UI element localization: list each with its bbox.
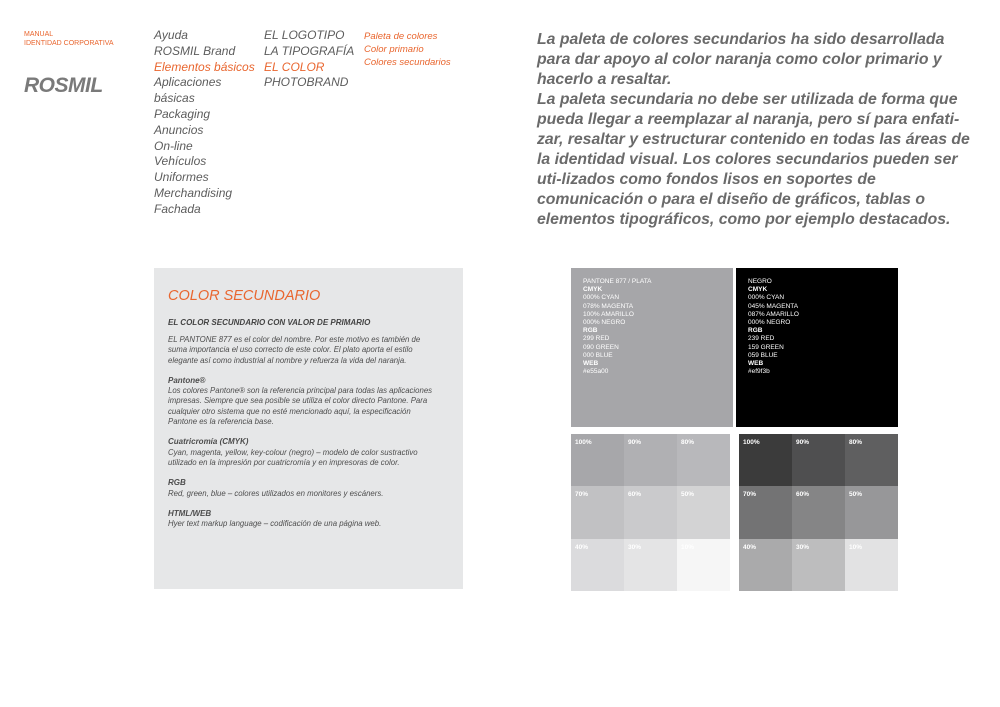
tint-label: 30% [628, 543, 642, 551]
tint-cell [624, 539, 677, 591]
panel-title: COLOR SECUNDARIO [168, 288, 321, 304]
tint-cell [739, 434, 792, 486]
nav-item-colores-secundarios[interactable]: Colores secundarios [364, 57, 451, 68]
cmyk-value: 078% MAGENTA [583, 302, 634, 310]
nav-item-rosmil-brand[interactable]: ROSMIL Brand [154, 43, 236, 58]
section-nav [264, 28, 360, 91]
pantone-section [168, 376, 438, 427]
rgb-value: 239 RED [748, 335, 775, 343]
cmyk-value: 000% NEGRO [748, 319, 791, 327]
swatch-negro [736, 268, 898, 427]
cmyk-title: Cuatricromía (CMYK) [168, 437, 249, 447]
cmyk-section [168, 437, 438, 468]
nav-item-merchandising[interactable]: Merchandising [154, 185, 233, 200]
tint-label: 60% [796, 491, 810, 499]
nav-item-anuncios[interactable]: Anuncios [154, 122, 204, 137]
panel-body: EL PANTONE 877 es el color del nombre. Por este motivo es también de suma importancia el uso correcto de este color. El plato aporta el estilo elegante así como industrial al nombre y refuerza la vida del naranja. [168, 335, 421, 365]
cmyk-value: 000% NEGRO [583, 319, 626, 327]
cmyk-value: 087% AMARILLO [748, 310, 799, 318]
tint-label: 40% [575, 543, 589, 551]
tint-label: 70% [575, 491, 589, 499]
manual-label: MANUAL [24, 31, 54, 38]
cmyk-value: 100% AMARILLO [583, 310, 634, 318]
tint-cell [571, 486, 624, 538]
nav-item-ayuda[interactable]: Ayuda [154, 28, 188, 42]
pantone-title: Pantone® [168, 375, 206, 385]
intro-paragraph-2: La paleta secundaria no debe ser utilizada de forma que pueda llegar a reemplazar al naranja, pero sí para enfati-zar, resaltar y estructurar contenido en todas las áreas de la identidad visual. Los colores secundarios pueden ser uti-lizados como fondos lisos en soportes de comunicación o para el diseño de gráficos, tablas o elementos tipográficos, como por ejemplo destacados. [537, 91, 970, 228]
tint-cell [677, 539, 730, 591]
tint-label: 70% [743, 491, 757, 499]
cmyk-value: 000% CYAN [748, 294, 785, 302]
nav-item-uniformes[interactable]: Uniformes [154, 170, 209, 185]
tint-cell [571, 539, 624, 591]
web-section [168, 509, 438, 530]
tint-cell [845, 434, 898, 486]
cmyk-value: 045% MAGENTA [748, 302, 799, 310]
tint-label: 60% [628, 491, 642, 499]
rgb-text: Red, green, blue – colores utilizados en monitores y escáners. [168, 488, 384, 498]
nav-item-paleta-colores[interactable]: Paleta de colores [364, 31, 438, 42]
tint-label: 50% [681, 491, 695, 499]
nav-item-online[interactable]: On-line [154, 138, 193, 153]
nav-item-aplicaciones-basicas[interactable]: Aplicaciones básicas [154, 75, 222, 106]
tint-label: 40% [743, 543, 757, 551]
rgb-title: RGB [168, 478, 186, 488]
subsection-nav [364, 30, 451, 69]
rgb-value: 299 RED [583, 335, 610, 343]
nav-item-logotipo[interactable]: EL LOGOTIPO [264, 28, 345, 42]
nav-item-vehiculos[interactable]: Vehículos [154, 154, 207, 169]
main-nav [154, 28, 258, 218]
cmyk-text: Cyan, magenta, yellow, key-colour (negro) – modelo de color sustractivo utilizado en la impresión por cuatricromía y en impresoras de color. [168, 447, 418, 467]
tint-cell [571, 434, 624, 486]
panel-subtitle: EL COLOR SECUNDARIO CON VALOR DE PRIMARIO [168, 318, 371, 327]
tint-label: 10% [849, 543, 863, 551]
rgb-label: RGB [748, 327, 763, 335]
rgb-section [168, 478, 438, 499]
tint-cell [845, 486, 898, 538]
tint-label: 10% [681, 543, 695, 551]
swatch-plata-info [583, 278, 652, 376]
intro-text [537, 30, 982, 230]
rosmil-logo: ROSMIL [24, 74, 103, 97]
nav-item-packaging[interactable]: Packaging [154, 106, 211, 121]
tint-cell [739, 539, 792, 591]
tint-cell [624, 434, 677, 486]
nav-item-color-primario[interactable]: Color primario [364, 44, 424, 55]
tint-label: 30% [796, 543, 810, 551]
swatch-negro-info [748, 278, 799, 376]
web-value: #ef9f3b [748, 368, 770, 376]
tint-cell [792, 434, 845, 486]
tint-cell [845, 539, 898, 591]
cmyk-value: 000% CYAN [583, 294, 620, 302]
tint-label: 80% [849, 439, 863, 446]
rgb-value: 059 BLUE [748, 351, 778, 359]
manual-title [24, 30, 114, 48]
tint-cell [739, 486, 792, 538]
tint-grid-negro [739, 434, 898, 591]
web-value: #e55a00 [583, 368, 609, 376]
cmyk-label: CMYK [748, 286, 768, 294]
swatch-name: PANTONE 877 / PLATA [583, 278, 652, 285]
tint-grid-plata [571, 434, 730, 591]
web-title: HTML/WEB [168, 508, 212, 518]
tint-label: 50% [849, 491, 863, 499]
nav-item-photobrand[interactable]: PHOTOBRAND [264, 75, 349, 90]
rgb-value: 159 GREEN [748, 343, 784, 351]
pantone-text: Los colores Pantone® son la referencia principal para todas las aplicaciones impresas. Siempre que sea posible se utiliza el color directo Pantone. Para cualquier otro sistema que no esté mencionado aquí, la especificación Pantone es la referencia base. [168, 386, 433, 427]
tint-cell [792, 539, 845, 591]
tint-cell [677, 434, 730, 486]
tint-cell [792, 486, 845, 538]
secondary-color-panel [154, 268, 463, 589]
nav-item-elementos-basicos[interactable]: Elementos básicos [154, 59, 255, 74]
swatch-pantone-877 [571, 268, 733, 427]
tint-label: 90% [796, 439, 810, 446]
tint-label: 100% [575, 439, 592, 446]
tint-label: 80% [681, 439, 695, 446]
intro-paragraph-1: La paleta de colores secundarios ha sido desarrollada para dar apoyo al color naranja como color primario y hacerlo a resaltar. [537, 31, 945, 88]
nav-item-fachada[interactable]: Fachada [154, 201, 201, 216]
nav-item-tipografia[interactable]: LA TIPOGRAFÍA [264, 43, 355, 58]
web-label: WEB [748, 360, 764, 368]
rgb-value: 000 BLUE [583, 351, 613, 359]
tint-label: 90% [628, 439, 642, 446]
web-text: Hyer text markup language – codificación de una página web. [168, 519, 382, 529]
swatch-name: NEGRO [748, 278, 772, 285]
tint-cell [677, 486, 730, 538]
tint-cell [624, 486, 677, 538]
web-label: WEB [583, 360, 599, 368]
cmyk-label: CMYK [583, 286, 603, 294]
tint-label: 100% [743, 439, 760, 446]
rgb-label: RGB [583, 327, 598, 335]
rgb-value: 090 GREEN [583, 343, 619, 351]
corporate-identity-label: IDENTIDAD CORPORATIVA [24, 40, 114, 47]
nav-item-color[interactable]: EL COLOR [264, 59, 325, 74]
